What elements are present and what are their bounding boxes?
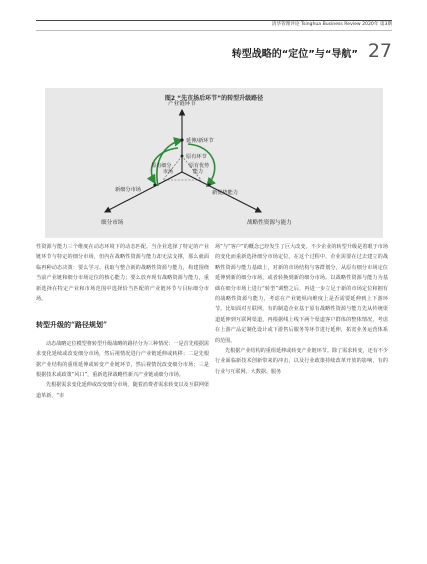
running-header [36,20,392,31]
section-heading-path-planning: 转型升级的“路径规划” [36,320,108,330]
figure-caption: 图2 “先市场后环节”的转型升级路径 [164,95,264,102]
label-strategic-resources: 战略性资源与能力 [247,220,292,226]
point-original-chain [181,155,184,158]
left-paragraph-3: 先根据需求变化延伸或改变细分市场。随着消费者需求转变以及互联网渠道革新，“市 [36,382,210,399]
right-column [215,242,388,377]
figure-2 [45,88,383,238]
point-new-market [153,183,156,186]
label-original-chain: 原有环节 [186,154,207,160]
label-industry-chain: 产业链环节 [168,101,196,107]
title-row [36,42,392,62]
article-title: 转型战略的“定位”与“导航” [231,49,358,60]
transformation-path-diagram [45,88,383,238]
label-segment-market: 细分市场 [101,220,124,226]
label-original-market-line1: 原有细分 [151,163,172,169]
label-extend-new: 延伸/新环节 [186,138,214,144]
label-original-capability-line1: 原有优势 [189,163,210,169]
right-paragraph-2: 先根据产业结构的重组延伸或转变产业链环节。除了需求转变，还有不少行业面临新技术创新带来的冲击，以及行业政策持续改革开放的影响，有的行业与互联网、大数据、服务 [215,348,389,375]
label-original-market [151,162,173,175]
label-original-market-line2: 市场 [162,169,173,175]
label-new-market: 新细分市场 [115,187,141,193]
left-column [36,242,209,401]
label-original-capability-line2: 能力 [193,169,204,175]
point-new-chain [180,138,183,141]
point-new-capability [207,183,210,186]
left-paragraph-1: 性资源与能力三个维度在动态环境下的动态匹配。当企业选择了特定的产业链环节与特定的细分市场，但内在战略性资源与能力却无法支撑，那么就面临再种动态决策：要么学习、获取与整合新的战略性资源与能力，构建围绕当前产业链和细分市场定位的核心能力；要么放弃现有战略资源与能力，重新选择在特定产业和市场范围中选择恰当匹配的产业链环节与目标细分市场。 [36,244,209,303]
label-original-capability [189,162,211,175]
journal-name: 清华管理评论 Tsinghua Business Review 2020年 第3期 [271,22,392,27]
label-new-capability: 新优势能力 [212,190,238,196]
left-paragraph-2: 动态战略定位模型将转型升级战略的路径分为三种情况：一是首先根据需求变化延续或改变细分市场，然后视情况进行产业链延伸或转移；二是先根据产业结构的重组延伸或转变产业链环节，然后视情况改变细分市场；三是根据技术或政策“风口”，重新选择战略性新兴产业链或细分市场。 [36,340,210,379]
right-paragraph-1: 场”与“客户”的概念已经发生了巨大改变。不少企业的转型升级是着眼于市场的变化而重新选择细分市场定位。在这个过程中，企业需要在过去建立的战略性资源与能力基础上，对新的市场结构与客群划分，从原有细分市场定位延伸到新的细分市场，或者转换到新的细分市场。以战略性资源与能力为基础在细分市场上进行“转型”调整之后，再进一步立足于新的市场定位和拥有的战略性资源与能力，考虑在产业链纵向维度上是否需要延伸到上下游环节。比如面对互联网，有的制造企业基于原有战略性资源与能力先从传统渠道延伸到互联网渠道，再根据线上线下两个渠道客户群体的整体情况，考虑在上游产品定制化设计或下游售后服务等环节进行延伸，拓宽业务运营体系的范围。 [215,244,388,344]
page-number: 27 [367,40,392,62]
